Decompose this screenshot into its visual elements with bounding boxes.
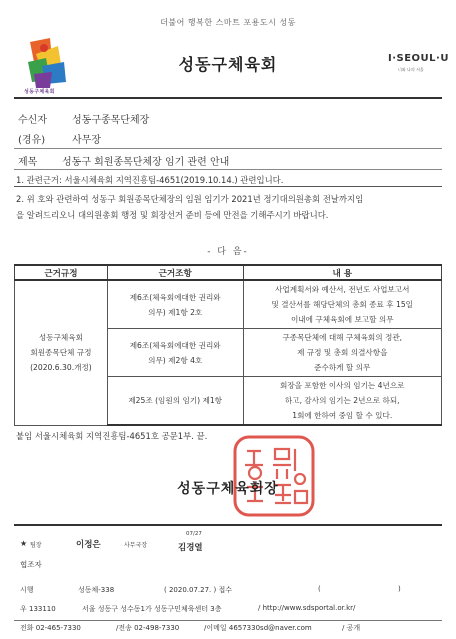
basis-line: 성동구체육회 [38, 333, 83, 343]
subject-top-divider [14, 148, 442, 149]
via-label: (경유) [18, 135, 46, 146]
footer-line-divider [14, 620, 442, 621]
approval-star-icon: ★ [20, 539, 28, 548]
seoul-logo: I·SEOUL·U [388, 53, 449, 64]
execution-date: ( 2020.07.27. ) 접수 [164, 586, 232, 594]
approver-role: 사무국장 [124, 542, 148, 549]
recipient-label: 수신자 [18, 115, 47, 126]
clause-cell [107, 377, 243, 426]
body-paragraph-2a: 2. 위 호와 관련하여 성동구 회원종목단체장의 임원 임기가 2021년 정기대의원총회 전날까지임 [16, 194, 364, 204]
receipt-close: ) [398, 585, 401, 593]
phone-number: 전화 02-465-7330 [20, 624, 81, 632]
basis-line: 회원종목단체 규정 [30, 348, 92, 358]
clause-cell [107, 329, 243, 377]
document-header-title: 성동구체육회 [178, 55, 278, 74]
fax-number: /전송 02-498-7330 [116, 624, 180, 632]
table-header-row [15, 265, 442, 280]
homepage-link[interactable]: / http://www.sdsportal.or.kr/ [258, 604, 356, 612]
clause-line: 의무) 제2항 4호 [148, 355, 203, 365]
clause-line: 제6조(체육회에대한 권리와 [129, 292, 221, 302]
disclosure-status: / 공개 [342, 624, 361, 632]
regulation-table [14, 264, 442, 426]
content-line: 사업계획서와 예산서, 전년도 사업보고서 [275, 285, 410, 294]
body-paragraph-2b: 을 알려드리오니 대의원총회 행정 및 회장선거 준비 등에 만전을 기해주시기 바랍니다. [16, 210, 329, 220]
content-cell [243, 280, 442, 329]
attachment-note: 붙임 서울시체육회 지역진흥팀-4651호 공문1부. 끝. [16, 431, 208, 441]
address: 서울 성동구 성수동1가 성동구민체육센터 3층 [82, 605, 222, 613]
clause-cell [107, 280, 243, 329]
logo-caption: 성동구체육회 [24, 89, 55, 95]
table-header: 내 용 [243, 265, 442, 280]
email-address[interactable]: /이메일 4657330sd@naver.com [204, 624, 312, 632]
content-cell [243, 377, 442, 426]
recipient-value: 성동구종목단체장 [72, 115, 150, 126]
content-line: 1회에 한하여 중임 할 수 있다. [292, 411, 393, 420]
table-row [15, 280, 442, 329]
footer-divider [14, 524, 442, 526]
approver-name: 이정은 [76, 540, 101, 550]
subject-label: 제목 [18, 157, 38, 168]
basis-line: (2020.6.30.개정) [30, 363, 92, 373]
content-line: 구종목단체에 대해 구체육회의 정관, [282, 333, 403, 342]
content-line: 제 규정 및 총회 의결사항을 [297, 348, 388, 357]
slogan: 더불어 행복한 스마트 포용도시 성동 [160, 18, 296, 27]
center-note: - 다 음- [207, 247, 249, 257]
table-header: 근거규정 [15, 265, 108, 280]
subject-bottom-divider [14, 169, 442, 170]
receipt-open: ( [318, 585, 321, 593]
approval-date: 07/27 [186, 531, 202, 537]
sender-name: 성동구체육회장 [177, 481, 279, 497]
clause-line: 의무) 제1항 2호 [148, 307, 203, 317]
via-value: 사무장 [72, 135, 101, 146]
content-line: 회장을 포함한 이사의 임기는 4년으로 [279, 381, 405, 390]
seoul-logo-subtitle: 너와 나의 서울 [398, 67, 424, 72]
content-cell [243, 329, 442, 377]
cooperation-label: 협조자 [20, 560, 42, 569]
red-official-seal [231, 433, 317, 519]
body-paragraph-1: 1. 관련근거: 서울시체육회 지역진흥팀-4651(2019.10.14.) 관련입니다. [16, 175, 284, 185]
clause-line: 제6조(체육회에대한 권리와 [129, 340, 221, 350]
header-divider [14, 97, 442, 99]
execution-label: 시행 [20, 586, 34, 594]
zip-code: 우 133110 [20, 605, 56, 613]
approver-name: 김경열 [178, 543, 203, 553]
approver-role: 팀장 [30, 542, 42, 549]
content-line: 및 결산서를 해당단체의 총회 종료 후 15일 [271, 300, 413, 309]
basis-cell [15, 280, 108, 425]
subject-value: 성동구 회원종목단체장 임기 관련 안내 [62, 157, 230, 168]
clause-line: 제25조 (임원의 임기) 제1항 [128, 396, 223, 405]
document-number: 성동체-338 [78, 586, 115, 594]
content-line: 준수하게 할 의무 [314, 363, 371, 372]
body-divider [14, 186, 442, 187]
content-line: 하고, 감사의 임기는 2년으로 하되, [284, 396, 400, 405]
table-header: 근거조항 [107, 265, 243, 280]
content-line: 이내에 구체육회에 보고할 의무 [290, 315, 394, 324]
